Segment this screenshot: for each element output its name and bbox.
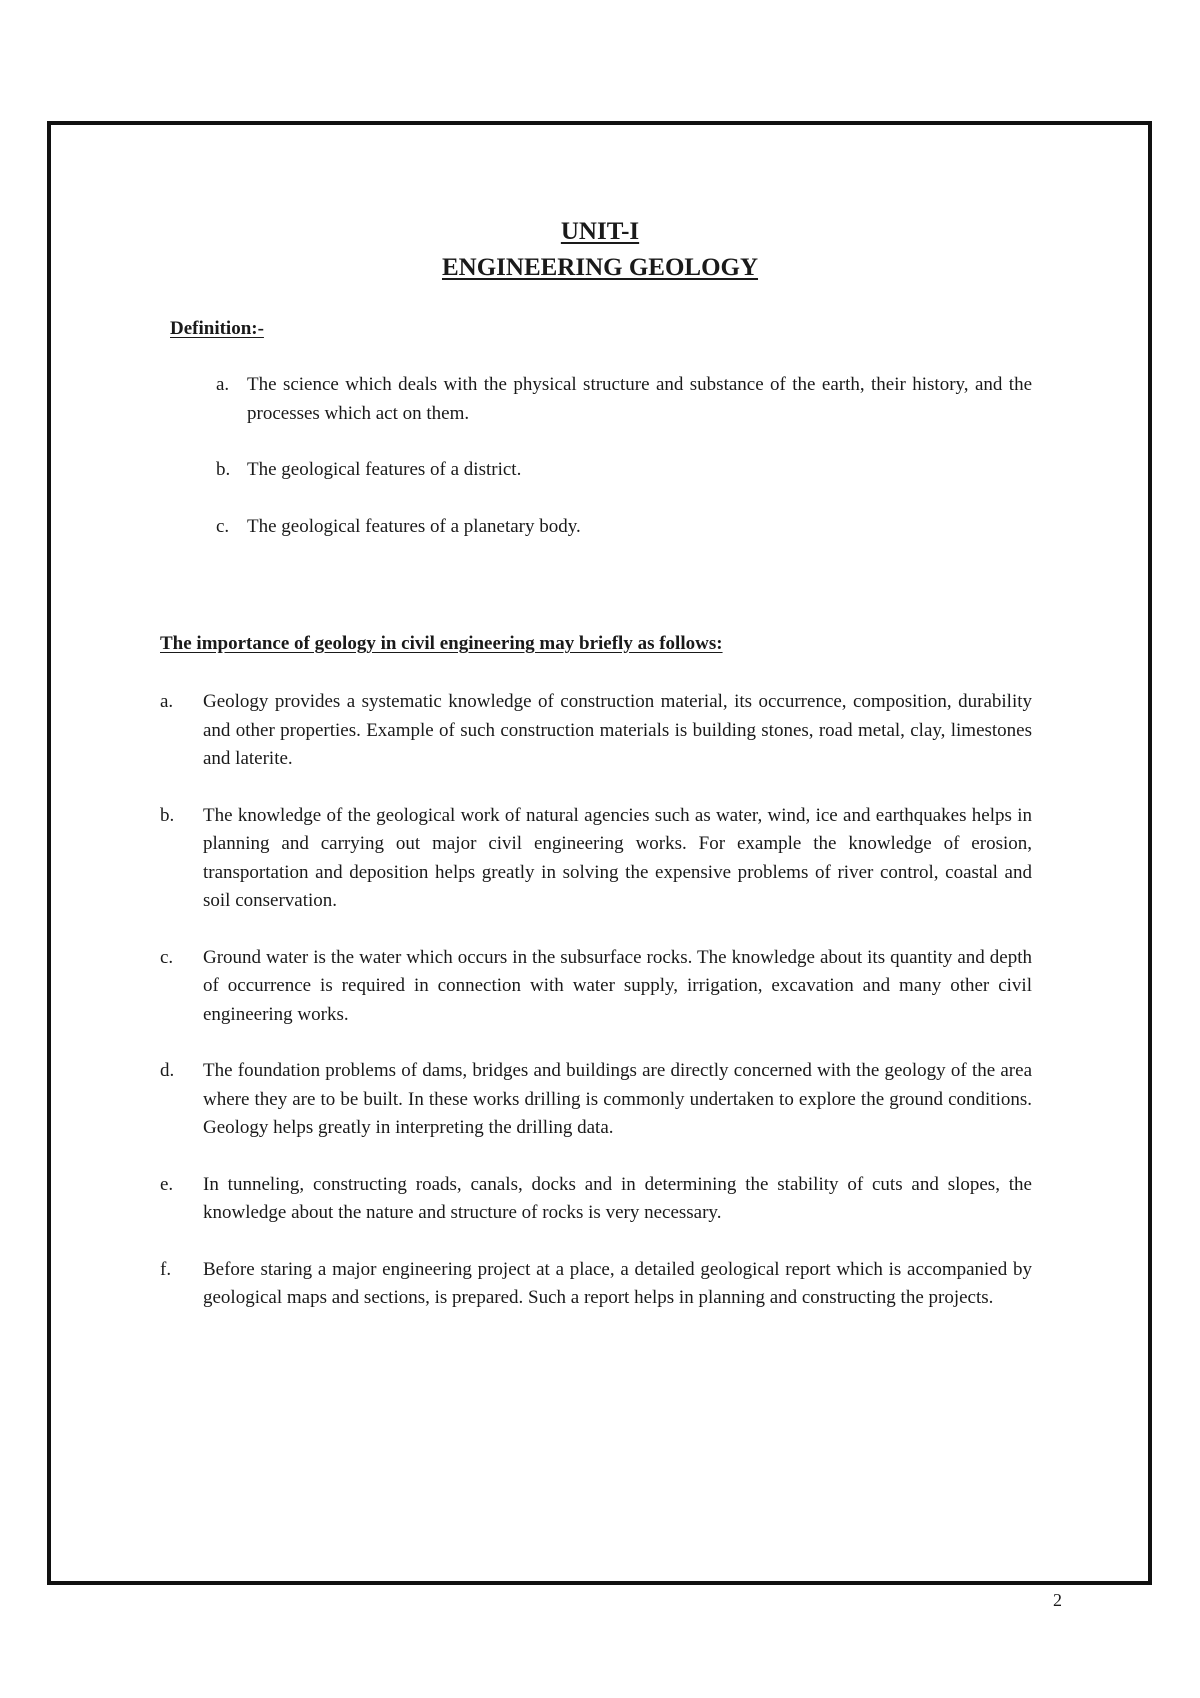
list-item [160, 802, 1032, 916]
page-title: ENGINEERING GEOLOGY [441, 254, 759, 281]
list-marker: c. [216, 515, 230, 537]
list-item [216, 371, 1032, 428]
list-text: Before staring a major engineering project at a place, a detailed geological report which is accompanied by geological maps and sections, is prepared. Such a report helps in planning and constructing the projects. [203, 1258, 1032, 1308]
list-text: Geology provides a systematic knowledge of construction material, its occurrence, composition, durability and other properties. Example of such construction materials is building stones, road metal, clay, limestones and laterite. [203, 691, 1032, 769]
list-marker: b. [160, 804, 175, 826]
list-marker: b. [216, 459, 231, 480]
list-item [160, 1256, 1032, 1313]
list-item [216, 456, 1032, 485]
list-item [160, 1057, 1032, 1143]
list-marker: c. [160, 946, 174, 968]
list-item [216, 513, 1032, 542]
definition-heading: Definition:- [170, 318, 264, 339]
list-marker: a. [160, 691, 174, 712]
list-item [160, 944, 1032, 1030]
list-item [160, 688, 1032, 774]
title-block [0, 214, 1200, 286]
list-item [160, 1171, 1032, 1228]
list-marker: f. [160, 1258, 172, 1280]
page-number: 2 [1053, 1590, 1062, 1610]
list-text: The geological features of a district. [247, 459, 522, 480]
list-marker: a. [216, 374, 230, 395]
list-text: The geological features of a planetary body. [247, 515, 581, 537]
unit-label: UNIT-I [560, 218, 640, 245]
importance-list [160, 688, 1032, 1313]
definition-list [216, 371, 1032, 541]
list-marker: e. [160, 1173, 174, 1195]
list-text: In tunneling, constructing roads, canals, docks and in determining the stability of cuts and slopes, the knowledge about the nature and structure of rocks is very necessary. [203, 1173, 1032, 1223]
importance-heading: The importance of geology in civil engineering may briefly as follows: [160, 633, 723, 654]
list-marker: d. [160, 1060, 175, 1081]
list-text: Ground water is the water which occurs in the subsurface rocks. The knowledge about its quantity and depth of occurrence is required in connection with water supply, irrigation, excavation and many other civil engineering works. [203, 946, 1032, 1025]
list-text: The knowledge of the geological work of natural agencies such as water, wind, ice and earthquakes helps in planning and carrying out major civil engineering works. For example the knowledge of erosion, transportation and deposition helps greatly in solving the expensive problems of river control, coastal and soil conservation. [203, 804, 1032, 911]
list-text: The science which deals with the physical structure and substance of the earth, their history, and the processes which act on them. [247, 374, 1032, 424]
list-text: The foundation problems of dams, bridges and buildings are directly concerned with the geology of the area where they are to be built. In these works drilling is commonly undertaken to explore the ground conditions. Geology helps greatly in interpreting the drilling data. [203, 1060, 1032, 1138]
